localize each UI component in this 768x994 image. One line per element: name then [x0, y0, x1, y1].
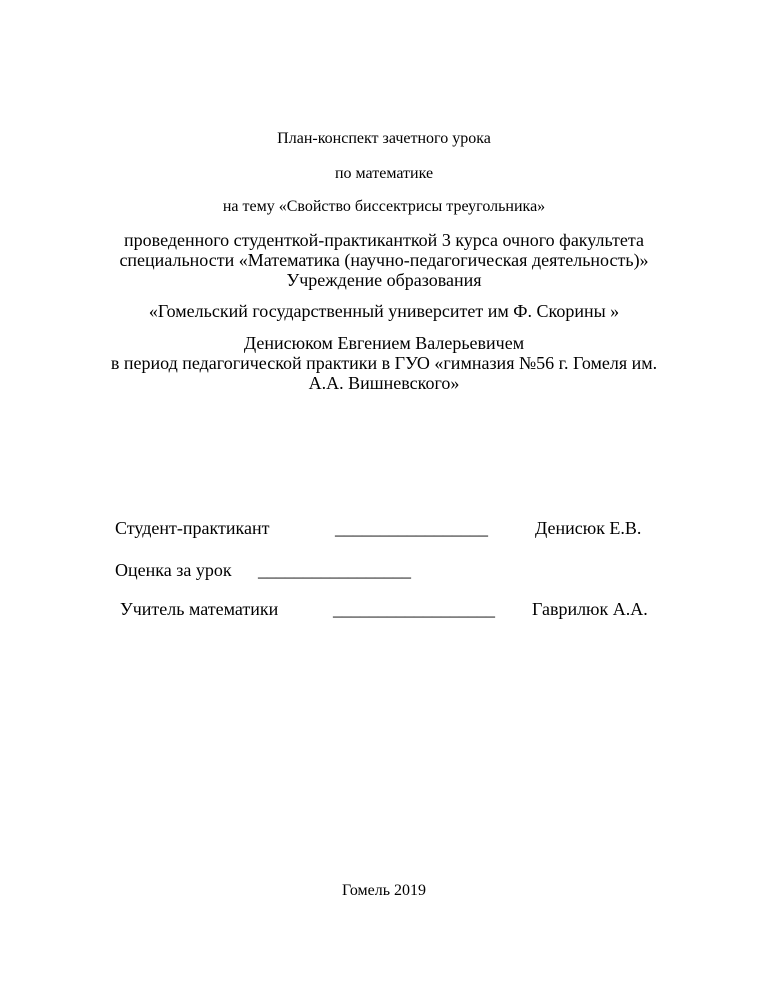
- doc-title-line-2: по математике: [334, 165, 434, 182]
- teacher-signature-line: __________________: [333, 599, 495, 619]
- student-signature-line: _________________: [335, 518, 488, 538]
- doc-practice-line-2: А.А. Вишневского»: [308, 373, 460, 393]
- doc-student-name: Денисюком Евгением Валерьевичем: [243, 333, 525, 353]
- doc-footer-city-year: Гомель 2019: [341, 882, 427, 899]
- student-signature-name: Денисюк Е.В.: [535, 518, 642, 538]
- doc-title-line-1: План-конспект зачетного урока: [277, 130, 491, 147]
- grade-line: _________________: [258, 560, 411, 580]
- doc-topic-line: на тему «Свойство биссектрисы треугольника»: [222, 198, 546, 215]
- doc-author-line-1: проведенного студенткой-практиканткой 3 курса очного факультета: [124, 230, 644, 250]
- grade-label: Оценка за урок: [115, 560, 232, 580]
- teacher-label: Учитель математики: [120, 599, 279, 619]
- doc-author-line-2: специальности «Математика (научно-педагогическая деятельность)»: [119, 250, 649, 270]
- student-label: Студент-практикант: [115, 518, 270, 538]
- teacher-signature-name: Гаврилюк А.А.: [532, 599, 648, 619]
- doc-institution-label: Учреждение образования: [286, 270, 482, 290]
- doc-practice-line-1: в период педагогической практики в ГУО «гимназия №56 г. Гомеля им.: [110, 353, 658, 373]
- doc-institution-name: «Гомельский государственный университет им Ф. Скорины »: [148, 301, 620, 321]
